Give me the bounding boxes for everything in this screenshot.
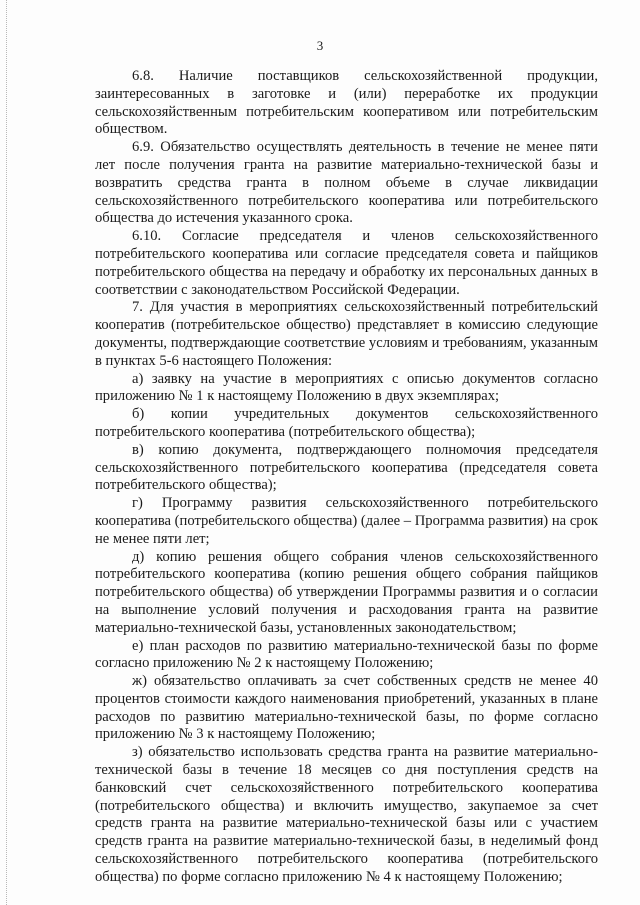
list-item-v: в) копию документа, подтверждающего полномочия председателя сельскохозяйственного потребительского кооператива (председателя совета потребительского общества); [95, 441, 598, 494]
paragraph-6-8: 6.8. Наличие поставщиков сельскохозяйственной продукции, заинтересованных в заготовке и (или) переработке их продукции сельскохозяйственным потребительским кооперативом или потребительским обществом. [95, 68, 598, 138]
scan-margin-line [6, 0, 7, 905]
list-item-zh: ж) обязательство оплачивать за счет собственных средств не менее 40 процентов стоимости каждого наименования приобретений, указанных в плане расходов по развитию материально-технической базы, по форме согласно приложению № 3 к настоящему Положению; [95, 673, 598, 743]
list-item-z: з) обязательство использовать средства гранта на развитие материально-технической базы в течение 18 месяцев со дня поступления средств на банковский счет сельскохозяйственного потребительского кооператива (потребительского общества) и включить имущество, закупаемое за счет средств гранта на развитие материально-технической базы или с участием средств гранта на развитие материально-технической базы, в неделимый фонд сельскохозяйственного потребительского кооператива (потребительского общества) по форме согласно приложению № 4 к настоящему Положению; [95, 744, 598, 885]
document-body [95, 68, 598, 887]
list-item-b: б) копии учредительных документов сельскохозяйственного потребительского кооператива (потребительского общества); [95, 406, 598, 440]
list-item-e: е) план расходов по развитию материально-технической базы по форме согласно приложению № 2 к настоящему Положению; [95, 637, 598, 672]
list-item-g: г) Программу развития сельскохозяйственного потребительского кооператива (потребительского общества) (далее – Программа развития) на срок не менее пяти лет; [95, 495, 598, 547]
paragraph-7: 7. Для участия в мероприятиях сельскохозяйственный потребительский кооператив (потребительское общество) представляет в комиссию следующие документы, подтверждающие соответствие условиям и требованиям, указанным в пунктах 5-6 настоящего Положения: [95, 299, 598, 369]
paragraph-6-9: 6.9. Обязательство осуществлять деятельность в течение не менее пяти лет после получения гранта на развитие материально-технической базы и возвратить средства гранта в полном объеме в случае ликвидации сельскохозяйственного потребительского кооператива или потребительского общества до истечения указанного срока. [95, 139, 598, 227]
list-item-a: а) заявку на участие в мероприятиях с описью документов согласно приложению № 1 к настоящему Положению в двух экземплярах; [95, 370, 598, 405]
list-item-d: д) копию решения общего собрания членов сельскохозяйственного потребительского кооператива (копию решения общего собрания пайщиков потребительского общества) об утверждении Программы развития и о согласии на выполнение условий получения и расходования гранта на развитие материально-технической базы, установленных законодательством; [95, 548, 598, 636]
page-number: 3 [316, 38, 324, 53]
paragraph-6-10: 6.10. Согласие председателя и членов сельскохозяйственного потребительского кооператива или согласие председателя совета и пайщиков потребительского общества на передачу и обработку их персональных данных в соответствии с законодательством Российской Федерации. [95, 228, 598, 298]
